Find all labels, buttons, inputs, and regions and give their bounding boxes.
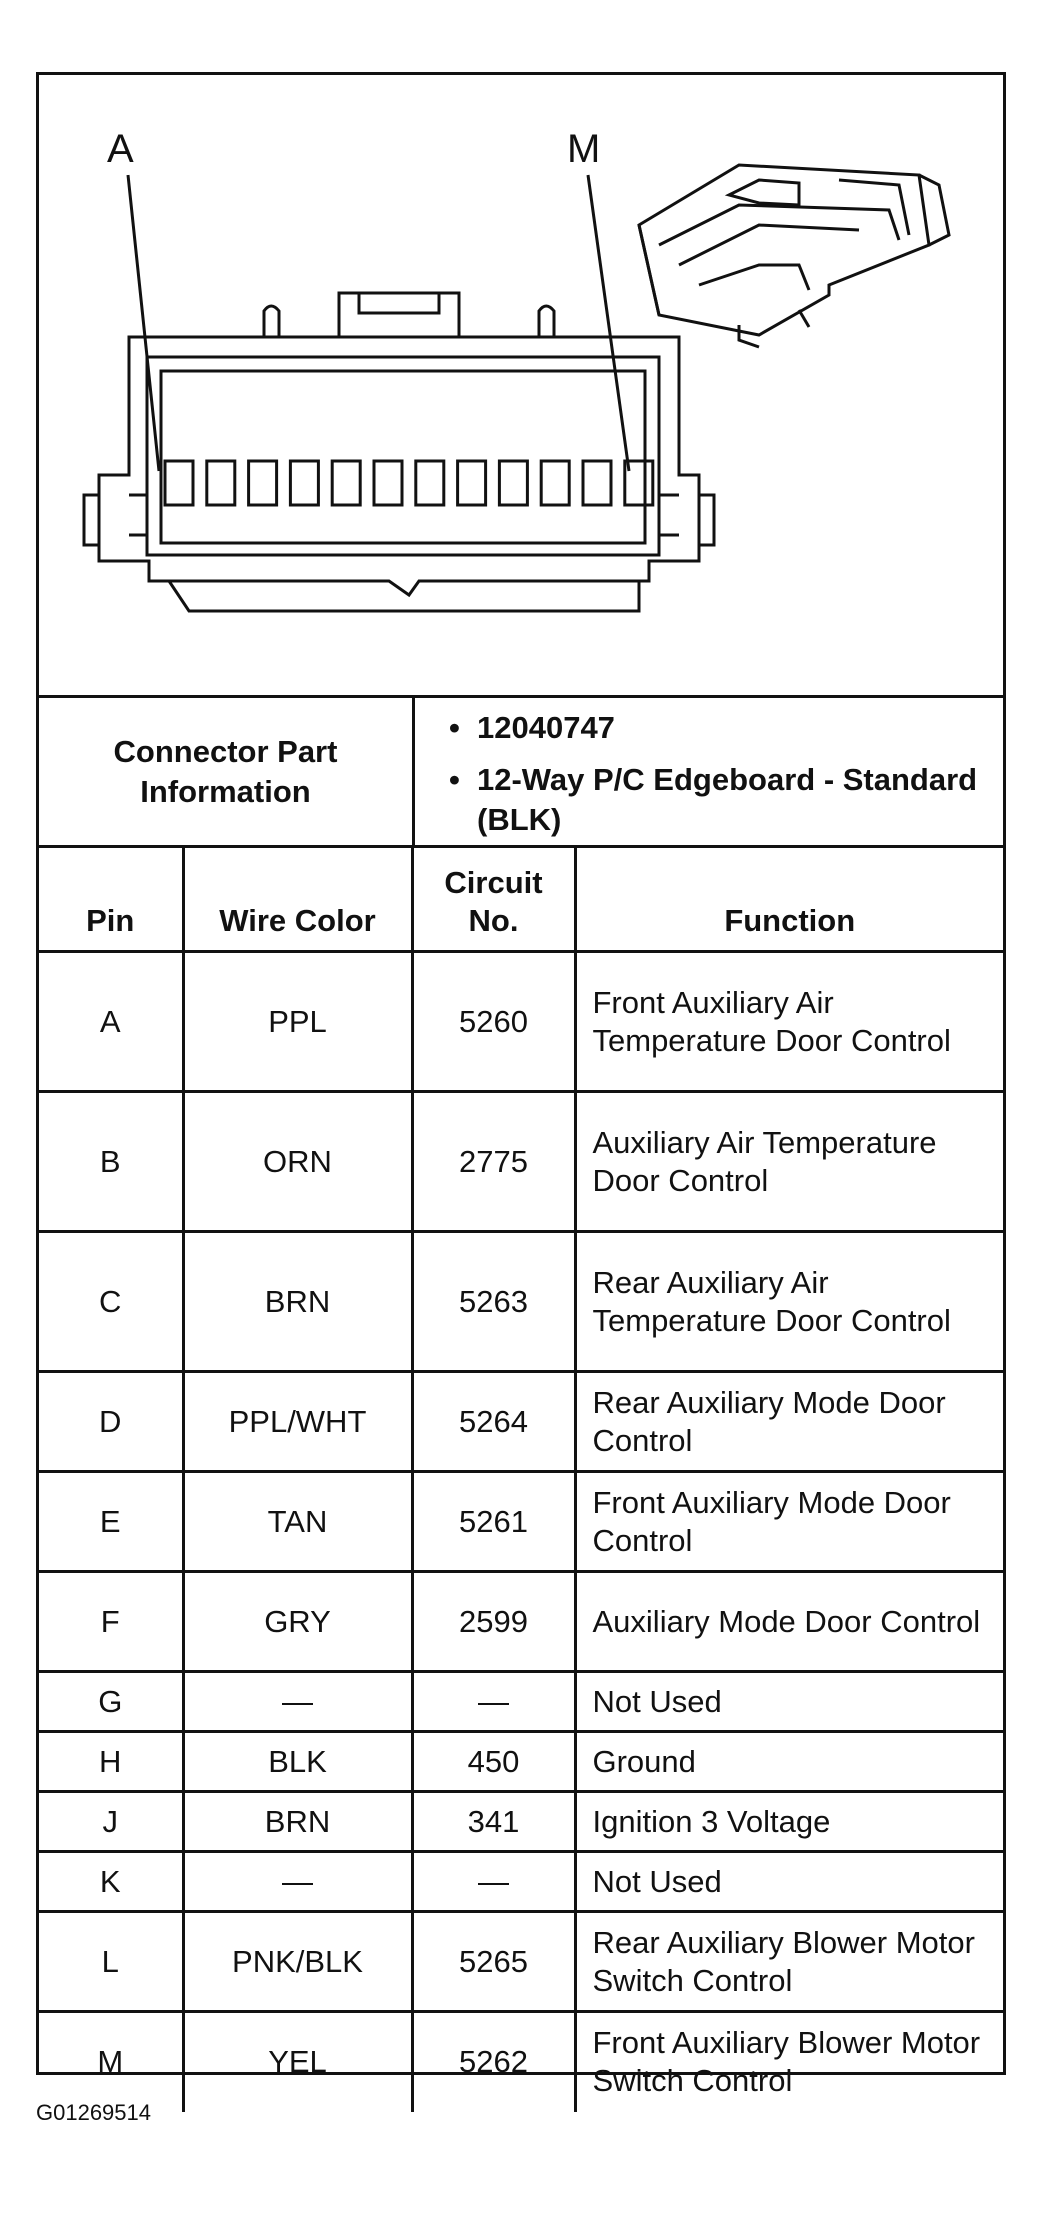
pin-slot (416, 461, 444, 505)
pin-slot (207, 461, 235, 505)
function-cell: Rear Auxiliary Air Temperature Door Control (575, 1232, 1003, 1372)
connector-3d-illustration (639, 165, 949, 347)
header-wire-color: Wire Color (183, 848, 412, 952)
wire-color-cell: PNK/BLK (183, 1912, 412, 2012)
circuit-cell: 5263 (412, 1232, 575, 1372)
table-row (39, 1232, 1003, 1372)
table-row (39, 2012, 1003, 2112)
function-cell: Rear Auxiliary Blower Motor Switch Control (575, 1912, 1003, 2012)
wire-color-cell: PPL/WHT (183, 1372, 412, 1472)
pin-slot (332, 461, 360, 505)
circuit-cell: — (412, 1672, 575, 1732)
table-row (39, 1852, 1003, 1912)
wire-color-cell: YEL (183, 2012, 412, 2112)
circuit-cell: 450 (412, 1732, 575, 1792)
connector-face-drawing (39, 75, 1003, 695)
pin-cell: F (39, 1572, 183, 1672)
wire-color-cell: BLK (183, 1732, 412, 1792)
table-header-row (39, 848, 1003, 952)
header-pin: Pin (39, 848, 183, 952)
function-cell: Ground (575, 1732, 1003, 1792)
function-cell: Not Used (575, 1672, 1003, 1732)
function-cell: Auxiliary Air Temperature Door Control (575, 1092, 1003, 1232)
function-cell: Front Auxiliary Blower Motor Switch Control (575, 2012, 1003, 2112)
circuit-cell: 5264 (412, 1372, 575, 1472)
connector-part-info (39, 698, 1003, 848)
circuit-cell: 341 (412, 1792, 575, 1852)
circuit-cell: 5260 (412, 952, 575, 1092)
leader-line-a (128, 175, 159, 471)
part-number: • 12040747 (477, 708, 1003, 748)
pin-cell: B (39, 1092, 183, 1232)
pin-cell: A (39, 952, 183, 1092)
pin-cell: K (39, 1852, 183, 1912)
pin-slot (541, 461, 569, 505)
circuit-cell: 2599 (412, 1572, 575, 1672)
function-cell: Rear Auxiliary Mode Door Control (575, 1372, 1003, 1472)
wire-color-cell: ORN (183, 1092, 412, 1232)
connector-sheet (36, 72, 1006, 2099)
wire-color-cell: BRN (183, 1232, 412, 1372)
circuit-cell: 2775 (412, 1092, 575, 1232)
pin-cell: L (39, 1912, 183, 2012)
table-row (39, 1672, 1003, 1732)
callout-a: A (107, 127, 134, 171)
circuit-cell: — (412, 1852, 575, 1912)
pin-slot (499, 461, 527, 505)
pin-cell: E (39, 1472, 183, 1572)
connector-diagram (39, 75, 1003, 698)
pin-slot (583, 461, 611, 505)
table-row (39, 1472, 1003, 1572)
table-row (39, 1372, 1003, 1472)
pin-cell: C (39, 1232, 183, 1372)
wire-color-cell: TAN (183, 1472, 412, 1572)
pin-cell: G (39, 1672, 183, 1732)
function-cell: Auxiliary Mode Door Control (575, 1572, 1003, 1672)
function-cell: Front Auxiliary Mode Door Control (575, 1472, 1003, 1572)
circuit-cell: 5265 (412, 1912, 575, 2012)
wire-color-cell: PPL (183, 952, 412, 1092)
function-cell: Not Used (575, 1852, 1003, 1912)
table-row (39, 952, 1003, 1092)
pin-cell: J (39, 1792, 183, 1852)
pin-slot (290, 461, 318, 505)
connector-info-items (415, 698, 1003, 845)
connector-description: • 12-Way P/C Edgeboard - Standard (BLK) (477, 760, 1003, 840)
wire-color-cell: GRY (183, 1572, 412, 1672)
wire-color-cell: BRN (183, 1792, 412, 1852)
table-row (39, 1572, 1003, 1672)
function-cell: Ignition 3 Voltage (575, 1792, 1003, 1852)
pin-cell: H (39, 1732, 183, 1792)
pin-slot (374, 461, 402, 505)
top-latch (339, 293, 459, 337)
header-function: Function (575, 848, 1003, 952)
circuit-cell: 5261 (412, 1472, 575, 1572)
table-row (39, 1092, 1003, 1232)
wire-color-cell: — (183, 1852, 412, 1912)
pinout-table (39, 848, 1003, 2112)
function-cell: Front Auxiliary Air Temperature Door Control (575, 952, 1003, 1092)
pin-cell: M (39, 2012, 183, 2112)
table-row (39, 1792, 1003, 1852)
pin-slot (249, 461, 277, 505)
pin-slot (458, 461, 486, 505)
pin-cell: D (39, 1372, 183, 1472)
callout-m: M (567, 127, 601, 171)
table-row (39, 1912, 1003, 2012)
circuit-cell: 5262 (412, 2012, 575, 2112)
header-circuit-no: Circuit No. (412, 848, 575, 952)
wire-color-cell: — (183, 1672, 412, 1732)
connector-info-label: Connector Part Information (39, 698, 415, 845)
table-row (39, 1732, 1003, 1792)
leader-line-m (588, 175, 629, 471)
pin-slots (165, 461, 653, 505)
figure-id: G01269514 (36, 2100, 151, 2125)
pin-slot (165, 461, 193, 505)
